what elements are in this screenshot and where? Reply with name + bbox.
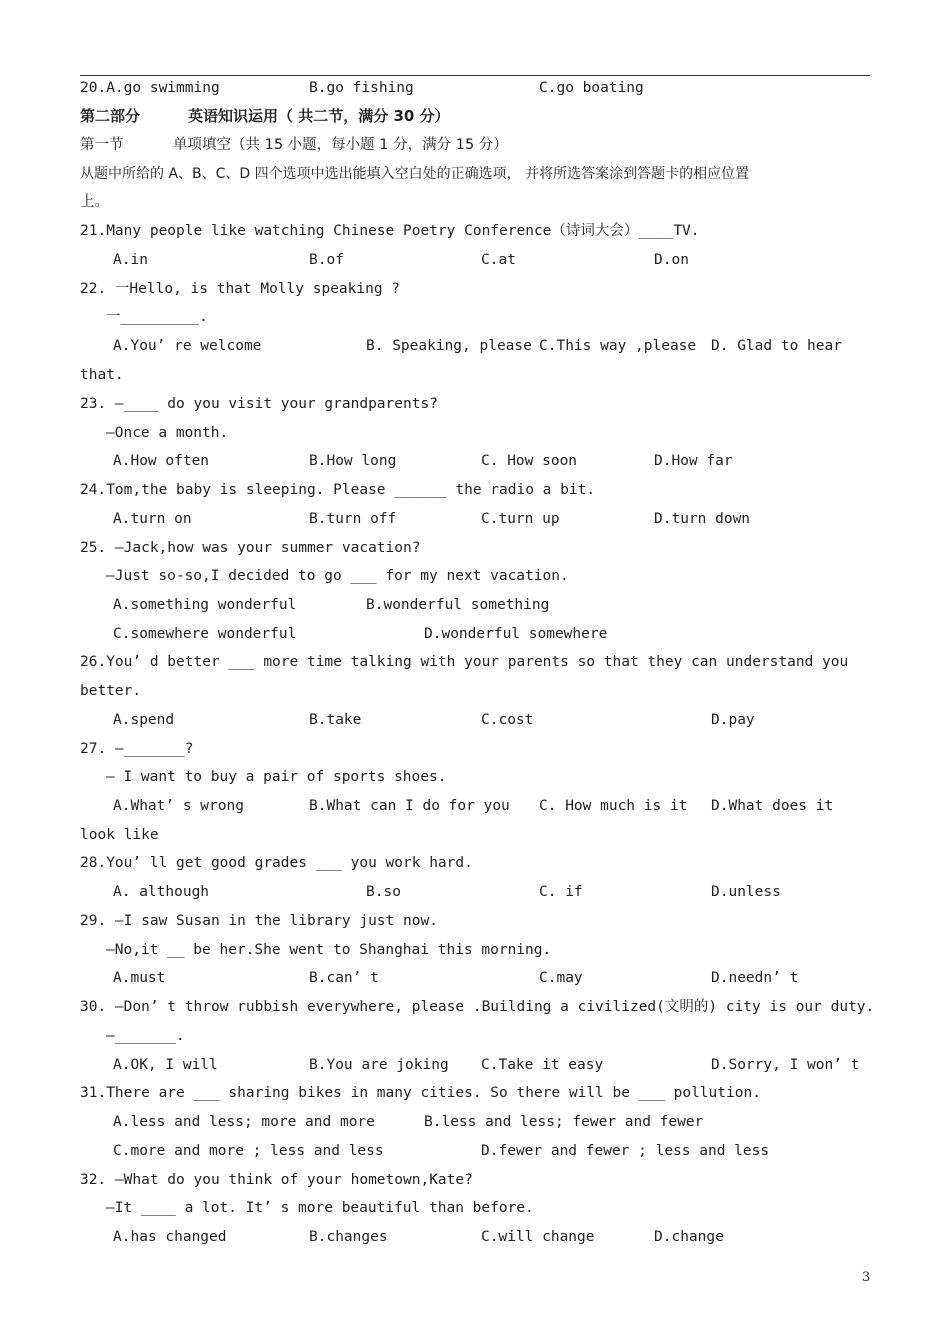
q24-stem: 24.Tom,the baby is sleeping. Please ______ the radio a bit. xyxy=(80,482,596,498)
q22-option-d: D. Glad to hear xyxy=(711,338,842,354)
q23-option-a: A.How often xyxy=(113,453,210,469)
q25-option-a: A.something wonderful xyxy=(113,597,297,613)
q27-continuation: look like xyxy=(80,827,159,843)
q27-option-d: D.What does it xyxy=(711,798,834,814)
q31-option-a: A.less and less; more and more xyxy=(113,1114,375,1130)
q22-stem: 22. 一Hello, is that Molly speaking ? xyxy=(80,281,401,297)
q32-stem: 32. —What do you think of your hometown,Kate? xyxy=(80,1172,473,1188)
q31-option-b: B.less and less; fewer and fewer xyxy=(424,1114,704,1130)
q26-option-c: C.cost xyxy=(481,712,534,728)
q27-option-c: C. How much is it xyxy=(539,798,688,814)
q21-stem: 21.Many people like watching Chinese Poetry Conference（诗词大会）____TV. xyxy=(80,223,700,239)
q23-option-b: B.How long xyxy=(309,453,397,469)
q21-option-c: C.at xyxy=(481,252,516,268)
q27-reply: — I want to buy a pair of sports shoes. xyxy=(106,769,447,785)
q28-option-d: D.unless xyxy=(711,884,781,900)
q32-option-d: D.change xyxy=(654,1229,724,1245)
q21-option-a: A.in xyxy=(113,252,148,268)
part2-title: 第二部分 xyxy=(80,107,141,125)
q25-option-d: D.wonderful somewhere xyxy=(424,626,608,642)
q32-reply: —It ____ a lot. It’ s more beautiful than before. xyxy=(106,1200,534,1216)
q32-option-c: C.will change xyxy=(481,1229,595,1245)
q21-option-b: B.of xyxy=(309,252,344,268)
q26-continuation: better. xyxy=(80,683,142,699)
q23-option-d: D.How far xyxy=(654,453,733,469)
q22-option-b: B. Speaking, please xyxy=(366,338,532,354)
q31-option-c: C.more and more ; less and less xyxy=(113,1143,384,1159)
q27-option-a: A.What’ s wrong xyxy=(113,798,244,814)
q30-stem: 30. —Don’ t throw rubbish everywhere, please .Building a civilized(文明的) city is our duty. xyxy=(80,999,875,1015)
q29-stem: 29. —I saw Susan in the library just now. xyxy=(80,913,438,929)
q25-option-c: C.somewhere wonderful xyxy=(113,626,297,642)
q30-option-a: A.OK, I will xyxy=(113,1057,218,1073)
q30-reply: —_______. xyxy=(106,1028,185,1044)
q27-stem: 27. —_______? xyxy=(80,741,194,757)
q20-option-c: C.go boating xyxy=(539,80,644,96)
q27-option-b: B.What can I do for you xyxy=(309,798,510,814)
header-rule xyxy=(80,75,870,76)
instruction-line1: 从题中所给的 A、B、C、D 四个选项中选出能填入空白处的正确选项， 并将所选答案涂到答题卡的相应位置 xyxy=(80,166,750,182)
q30-option-d: D.Sorry, I won’ t xyxy=(711,1057,860,1073)
section1-title: 第一节 xyxy=(80,137,124,153)
instruction-line2: 上。 xyxy=(80,194,109,210)
q31-option-d: D.fewer and fewer ; less and less xyxy=(481,1143,770,1159)
q25-stem: 25. —Jack,how was your summer vacation? xyxy=(80,540,421,556)
q29-option-a: A.must xyxy=(113,970,166,986)
q32-option-a: A.has changed xyxy=(113,1229,227,1245)
q26-stem: 26.You’ d better ___ more time talking with your parents so that they can understand you xyxy=(80,654,849,670)
q30-option-c: C.Take it easy xyxy=(481,1057,604,1073)
q29-option-d: D.needn’ t xyxy=(711,970,799,986)
q29-option-c: C.may xyxy=(539,970,583,986)
q28-stem: 28.You’ ll get good grades ___ you work hard. xyxy=(80,855,473,871)
page-number: 3 xyxy=(862,1270,871,1285)
q26-option-d: D.pay xyxy=(711,712,755,728)
q24-option-b: B.turn off xyxy=(309,511,397,527)
q23-option-c: C. How soon xyxy=(481,453,578,469)
q28-option-b: B.so xyxy=(366,884,401,900)
q24-option-c: C.turn up xyxy=(481,511,560,527)
q28-option-a: A. although xyxy=(113,884,210,900)
q32-option-b: B.changes xyxy=(309,1229,388,1245)
q23-stem: 23. —____ do you visit your grandparents? xyxy=(80,396,438,412)
q29-reply: —No,it __ be her.She went to Shanghai this morning. xyxy=(106,942,552,958)
section1-desc: 单项填空（共 15 小题，每小题 1 分，满分 15 分） xyxy=(173,137,508,153)
q28-option-c: C. if xyxy=(539,884,583,900)
q22-option-c: C.This way ,please xyxy=(539,338,697,354)
q22-option-a: A.You’ re welcome xyxy=(113,338,262,354)
q24-option-d: D.turn down xyxy=(654,511,751,527)
q26-option-a: A.spend xyxy=(113,712,175,728)
q22-continuation: that. xyxy=(80,367,124,383)
q29-option-b: B.can’ t xyxy=(309,970,379,986)
q22-blank: 一_________. xyxy=(106,309,208,325)
q20-option-a: 20.A.go swimming xyxy=(80,80,220,96)
q31-stem: 31.There are ___ sharing bikes in many cities. So there will be ___ pollution. xyxy=(80,1085,761,1101)
q25-reply: —Just so-so,I decided to go ___ for my next vacation. xyxy=(106,568,569,584)
q23-reply: —Once a month. xyxy=(106,425,229,441)
q21-option-d: D.on xyxy=(654,252,689,268)
q26-option-b: B.take xyxy=(309,712,362,728)
part2-subtitle: 英语知识运用（ 共二节，满分 30 分） xyxy=(188,107,450,125)
q30-option-b: B.You are joking xyxy=(309,1057,449,1073)
q20-option-b: B.go fishing xyxy=(309,80,414,96)
q24-option-a: A.turn on xyxy=(113,511,192,527)
q25-option-b: B.wonderful something xyxy=(366,597,550,613)
